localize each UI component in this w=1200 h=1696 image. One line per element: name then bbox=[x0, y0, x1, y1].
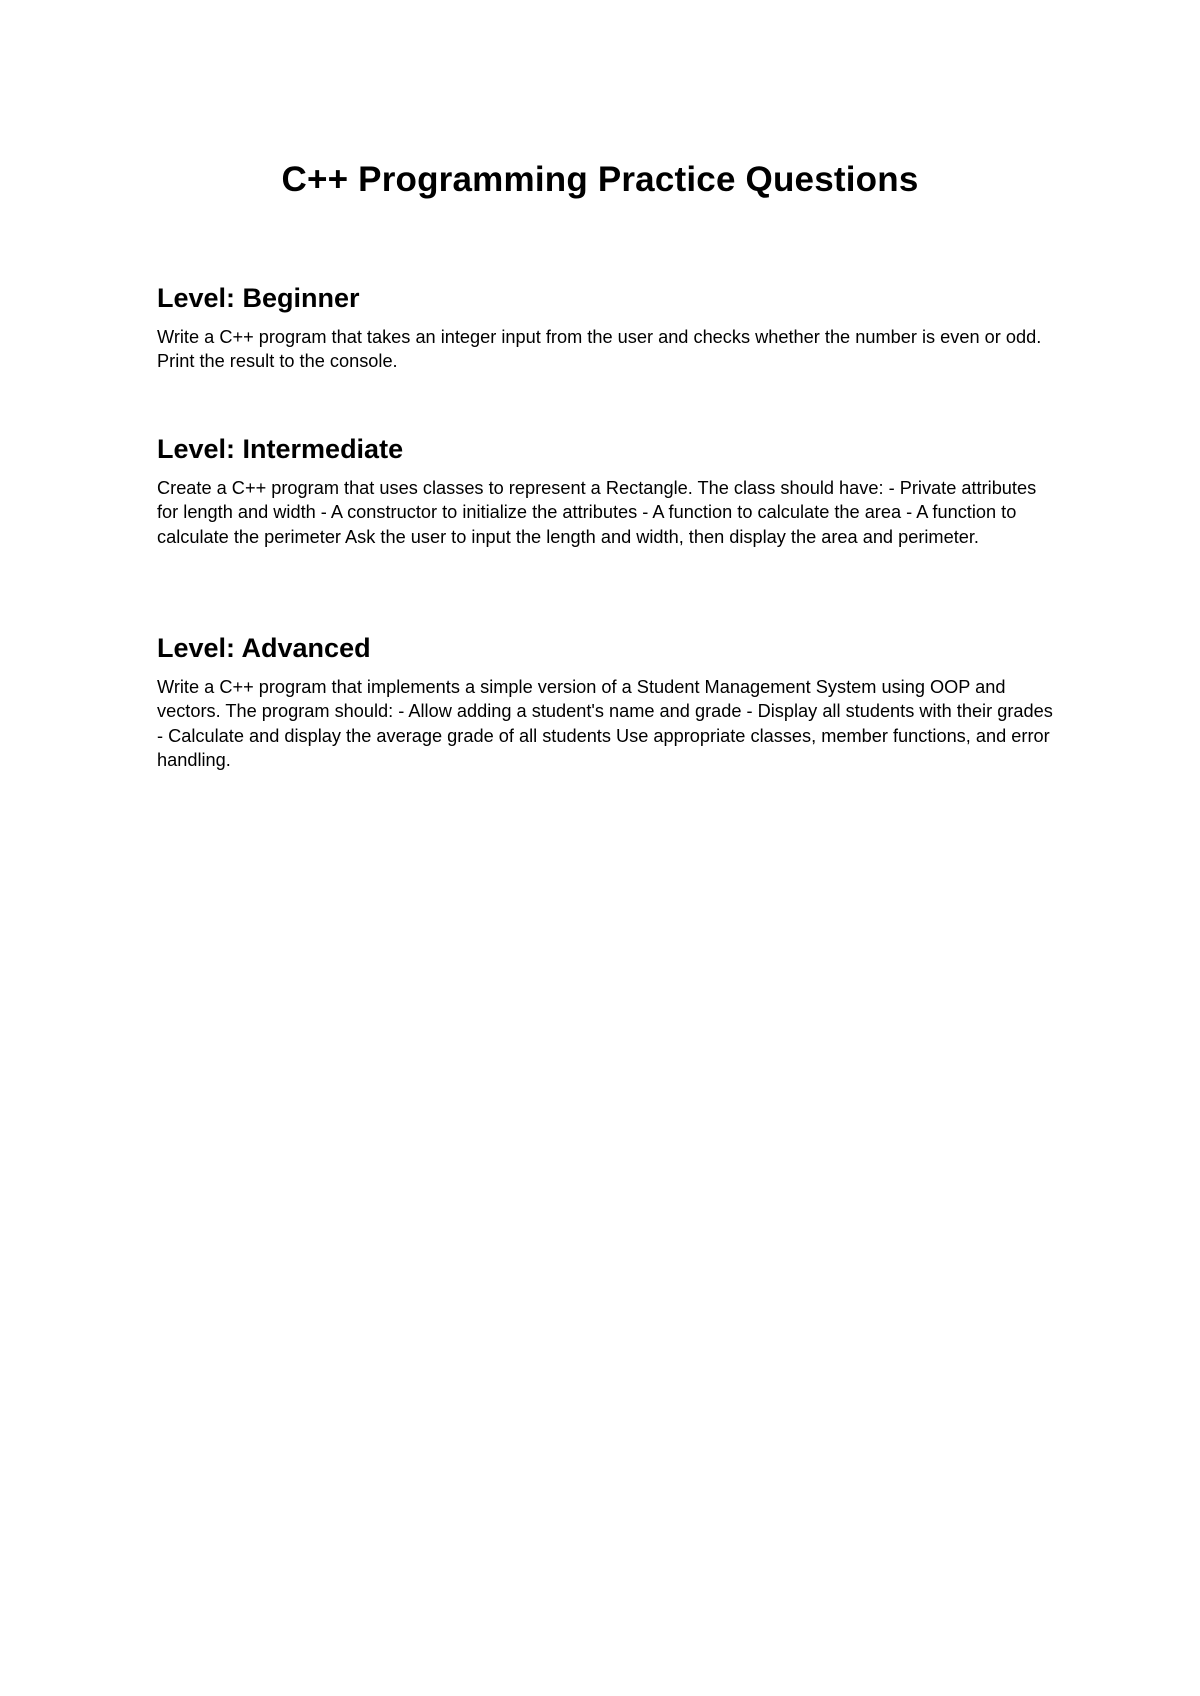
section-body-beginner: Write a C++ program that takes an integer input from the user and checks whether the number is even or odd. Print the result to the console. bbox=[157, 327, 1042, 372]
section-heading-advanced: Level: Advanced bbox=[157, 633, 371, 663]
section-body-advanced: Write a C++ program that implements a simple version of a Student Management System using OOP and vectors. The program should: - Allow adding a student's name and grade - Display all students with their grades - Calculate and display the average grade of all students Use appropriate classes, member functions, and error handling. bbox=[157, 677, 1053, 771]
section-beginner bbox=[157, 280, 1057, 374]
section-intermediate bbox=[157, 431, 1057, 549]
section-advanced bbox=[157, 630, 1057, 773]
document-title: C++ Programming Practice Questions bbox=[281, 160, 919, 199]
section-body-intermediate: Create a C++ program that uses classes to represent a Rectangle. The class should have: - Private attributes for length and width - A constructor to initialize the attributes - A function to calculate the area - A function to calculate the perimeter Ask the user to input the length and width, then display the area and perimeter. bbox=[157, 478, 1037, 547]
section-heading-intermediate: Level: Intermediate bbox=[157, 434, 404, 464]
section-heading-beginner: Level: Beginner bbox=[157, 283, 360, 313]
